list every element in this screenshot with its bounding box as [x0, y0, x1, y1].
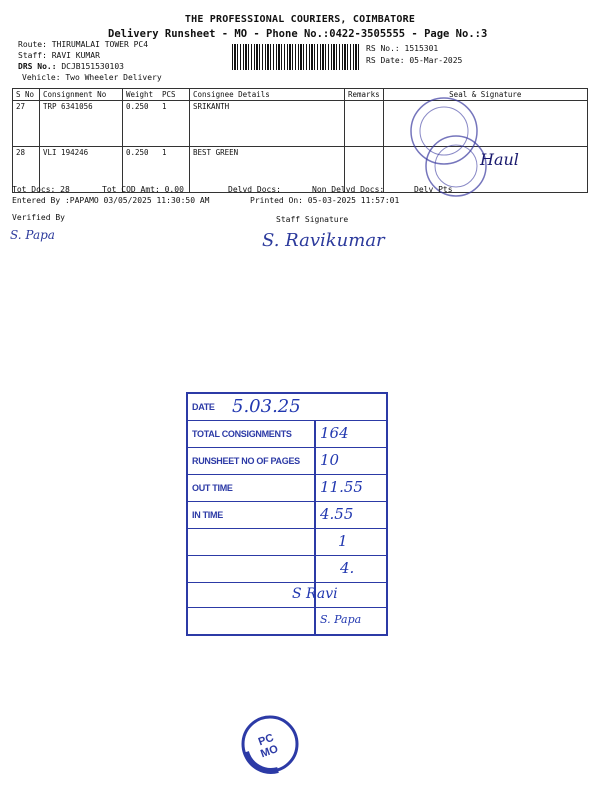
tot-cod: Tot COD Amt: 0.00 [102, 185, 184, 194]
stamp-value: 5.03.25 [232, 396, 301, 417]
stamp-row [188, 556, 386, 583]
stamp-row [188, 529, 386, 556]
company-title: THE PROFESSIONAL COURIERS, COIMBATORE [184, 14, 416, 25]
drs-number [18, 62, 124, 71]
stamp-value: 164 [320, 424, 349, 442]
stamp-row [188, 475, 386, 502]
svg-text:PC: PC [256, 731, 276, 749]
stamp-row [188, 502, 386, 529]
cell-weight: 0.250 [123, 101, 160, 147]
stamp-value: 4. [340, 559, 355, 577]
verified-signature: S. Papa [10, 228, 55, 242]
stamp-row [188, 421, 386, 448]
cell-remarks [345, 101, 384, 147]
pc-mo-seal [238, 712, 302, 776]
col-remarks: Remarks [345, 89, 384, 101]
col-consignment: Consignment No [40, 89, 123, 101]
cell-consignee: SRIKANTH [190, 101, 345, 147]
stamp-row [188, 394, 386, 421]
stamp-row [188, 608, 386, 632]
col-weight: Weight [123, 89, 160, 101]
drs-value: DCJB151530103 [61, 62, 124, 71]
barcode [232, 44, 360, 70]
rs-number: RS No.: 1515301 [366, 44, 439, 53]
stamp-label: RUNSHEET NO OF PAGES [192, 456, 300, 466]
tot-docs: Tot Docs: 28 [12, 185, 70, 194]
printed-on: Printed On: 05-03-2025 11:57:01 [250, 196, 400, 205]
register-stamp [186, 392, 388, 636]
stamp-row [188, 448, 386, 475]
stamp-value: 1 [338, 532, 348, 550]
rs-date: RS Date: 05-Mar-2025 [366, 56, 463, 65]
svg-text:MO: MO [259, 742, 280, 761]
entered-by: Entered By :PAPAMO 03/05/2025 11:30:50 AM [12, 196, 210, 205]
stamp-value: S. Papa [320, 613, 362, 626]
stamp-value: 10 [320, 451, 340, 469]
delv-pts: Delv Pts [414, 185, 453, 194]
seal-stamp [404, 86, 508, 198]
drs-label: DRS No.: [18, 62, 57, 71]
delvd-docs: Delvd Docs: [228, 185, 281, 194]
stamp-label: TOTAL CONSIGNMENTS [192, 429, 292, 439]
stamp-value: 11.55 [320, 478, 363, 496]
cell-pcs: 1 [159, 147, 190, 193]
cell-consignee: BEST GREEN [190, 147, 345, 193]
stamp-row [188, 583, 386, 608]
stamp-label: OUT TIME [192, 483, 233, 493]
staff: Staff: RAVI KUMAR [18, 51, 100, 60]
col-seal: Seal & Signature [383, 89, 587, 101]
cell-pcs: 1 [159, 101, 190, 147]
stamp-value: S Ravi [292, 586, 338, 602]
runsheet-subtitle: Delivery Runsheet - MO - Phone No.:0422-3505555 - Page No.:3 [108, 28, 488, 40]
stamp-label: DATE [192, 402, 215, 412]
col-pcs: PCS [159, 89, 190, 101]
non-delvd-docs: Non Delvd Docs: [312, 185, 385, 194]
cell-sno: 28 [13, 147, 40, 193]
staff-signature-label: Staff Signature [276, 215, 349, 224]
verified-by-label: Verified By [12, 213, 65, 222]
cell-consignment: VLI 194246 [40, 147, 123, 193]
col-consignee: Consignee Details [190, 89, 345, 101]
staff-signature: S. Ravikumar [262, 230, 385, 251]
col-sno: S No [13, 89, 40, 101]
stamp-value: 4.55 [320, 505, 354, 523]
vehicle: Vehicle: Two Wheeler Delivery [22, 73, 162, 82]
route: Route: THIRUMALAI TOWER PC4 [18, 40, 149, 49]
seal-signature: Haul [480, 150, 519, 169]
cell-weight: 0.250 [123, 147, 160, 193]
stamp-label: IN TIME [192, 510, 223, 520]
cell-sno: 27 [13, 101, 40, 147]
cell-consignment: TRP 6341056 [40, 101, 123, 147]
